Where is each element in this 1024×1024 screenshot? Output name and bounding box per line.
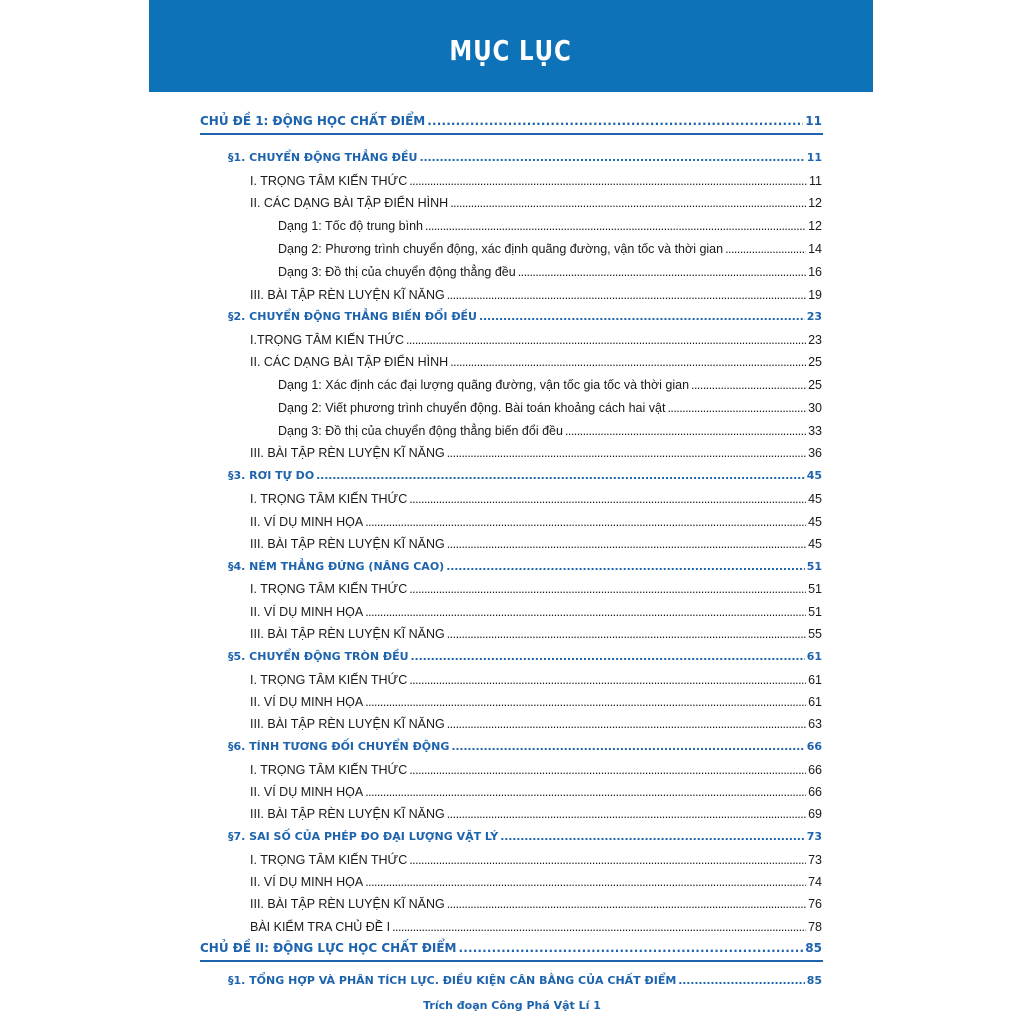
toc-page-number: 11 — [805, 114, 822, 128]
dot-leader — [365, 692, 806, 712]
toc-page-number: 61 — [808, 673, 822, 687]
toc-page-number: 78 — [808, 920, 822, 934]
toc-entry-label: §1. TỔNG HỢP VÀ PHÂN TÍCH LỰC. ĐIỀU KIỆN CÂN BẰNG CỦA CHẤT ĐIỂM — [228, 974, 677, 987]
toc-subsection-row[interactable] — [250, 917, 822, 937]
toc-entry-label: III. BÀI TẬP RÈN LUYỆN KĨ NĂNG — [250, 897, 445, 911]
toc-entry-label: II. VÍ DỤ MINH HỌA — [250, 515, 364, 529]
toc-subsection-row[interactable] — [250, 512, 822, 532]
toc-entry-label: §2. CHUYỂN ĐỘNG THẲNG BIẾN ĐỔI ĐỀU — [228, 310, 477, 323]
dot-leader — [409, 579, 806, 599]
toc-entry-label: II. VÍ DỤ MINH HỌA — [250, 875, 364, 889]
toc-page-number: 11 — [809, 174, 822, 188]
toc-section-row[interactable] — [228, 737, 822, 757]
dot-leader — [409, 171, 807, 191]
toc-entry-label: III. BÀI TẬP RÈN LUYỆN KĨ NĂNG — [250, 446, 445, 460]
toc-page-number: 19 — [808, 288, 822, 302]
toc-section-row[interactable] — [228, 557, 822, 577]
toc-entry-label: Dạng 3: Đồ thị của chuyển động thẳng biến đổi đều — [278, 424, 563, 438]
toc-subsection-row[interactable] — [250, 171, 822, 191]
toc-entry-label: II. CÁC DẠNG BÀI TẬP ĐIỂN HÌNH — [250, 355, 449, 369]
toc-subsection-row[interactable] — [250, 285, 822, 305]
dot-leader — [450, 193, 806, 213]
dot-leader — [691, 375, 806, 395]
toc-entry-label: III. BÀI TẬP RÈN LUYỆN KĨ NĂNG — [250, 717, 445, 731]
toc-entry-label: I. TRỌNG TÂM KIẾN THỨC — [250, 763, 408, 777]
dot-leader — [365, 602, 806, 622]
toc-section-row[interactable] — [228, 647, 822, 667]
dot-leader — [451, 737, 804, 757]
toc-entry-label: I. TRỌNG TÂM KIẾN THỨC — [250, 673, 408, 687]
toc-page-number: 69 — [808, 807, 822, 821]
toc-page-number: 11 — [806, 151, 822, 164]
toc-subsection-row[interactable] — [250, 850, 822, 870]
toc-subsection-row[interactable] — [250, 894, 822, 914]
dot-leader — [419, 148, 804, 168]
dot-leader — [450, 352, 806, 372]
toc-subitem-row[interactable] — [278, 375, 822, 395]
toc-page-number: 66 — [808, 785, 822, 799]
toc-section-row[interactable] — [228, 307, 822, 327]
dot-leader — [678, 971, 804, 991]
toc-subsection-row[interactable] — [250, 330, 822, 350]
toc-entry-label: §6. TÍNH TƯƠNG ĐỐI CHUYỂN ĐỘNG — [228, 740, 450, 753]
toc-subsection-row[interactable] — [250, 579, 822, 599]
dot-leader — [500, 827, 805, 847]
toc-entry-label: I. TRỌNG TÂM KIẾN THỨC — [250, 492, 408, 506]
dot-leader — [406, 330, 806, 350]
dot-leader — [447, 804, 806, 824]
dot-leader — [667, 398, 806, 418]
toc-entry-label: I.TRỌNG TÂM KIẾN THỨC — [250, 333, 404, 347]
toc-subsection-row[interactable] — [250, 489, 822, 509]
dot-leader — [565, 421, 806, 441]
toc-entry-label: II. CÁC DẠNG BÀI TẬP ĐIỂN HÌNH — [250, 196, 449, 210]
toc-entry-label: II. VÍ DỤ MINH HỌA — [250, 695, 364, 709]
toc-entry-label: CHỦ ĐỀ 1: ĐỘNG HỌC CHẤT ĐIỂM — [200, 114, 426, 128]
toc-page-number: 45 — [808, 492, 822, 506]
toc-entry-label: §1. CHUYỂN ĐỘNG THẲNG ĐỀU — [228, 151, 418, 164]
toc-subsection-row[interactable] — [250, 193, 822, 213]
dot-leader — [725, 239, 806, 259]
toc-entry-label: I. TRỌNG TÂM KIẾN THỨC — [250, 853, 408, 867]
dot-leader — [447, 285, 806, 305]
page-title: MỤC LỤC — [449, 33, 573, 67]
toc-page-number: 23 — [806, 310, 822, 323]
dot-leader — [447, 894, 806, 914]
toc-subsection-row[interactable] — [250, 714, 822, 734]
toc-entry-label: Dạng 2: Phương trình chuyển động, xác định quãng đường, vận tốc và thời gian — [278, 242, 724, 256]
dot-leader — [365, 782, 806, 802]
dot-leader — [409, 489, 806, 509]
toc-page-number: 16 — [808, 265, 822, 279]
dot-leader — [409, 850, 806, 870]
dot-leader — [447, 714, 806, 734]
toc-page-number: 36 — [808, 446, 822, 460]
toc-page-number: 45 — [806, 469, 822, 482]
toc-page-number: 14 — [808, 242, 822, 256]
dot-leader — [447, 624, 806, 644]
toc-entry-label: III. BÀI TẬP RÈN LUYỆN KĨ NĂNG — [250, 288, 445, 302]
dot-leader — [411, 647, 805, 667]
toc-subitem-row[interactable] — [278, 239, 822, 259]
footer-caption: Trích đoạn Công Phá Vật Lí 1 — [423, 999, 601, 1012]
toc-page-number: 12 — [808, 196, 822, 210]
toc-page-number: 51 — [806, 560, 822, 573]
toc-entry-label: II. VÍ DỤ MINH HỌA — [250, 605, 364, 619]
toc-page-number: 51 — [808, 582, 822, 596]
dot-leader — [447, 443, 806, 463]
toc-section-row[interactable] — [228, 466, 822, 486]
dot-leader — [365, 512, 806, 532]
toc-entry-label: III. BÀI TẬP RÈN LUYỆN KĨ NĂNG — [250, 807, 445, 821]
toc-subitem-row[interactable] — [278, 216, 822, 236]
toc-page-number: 51 — [808, 605, 822, 619]
chapter-underline — [200, 960, 823, 962]
dot-leader — [409, 670, 806, 690]
toc-page-number: 61 — [806, 650, 822, 663]
dot-leader — [427, 111, 803, 131]
toc-entry-label: Dạng 1: Tốc độ trung bình — [278, 219, 424, 233]
toc-entry-label: I. TRỌNG TÂM KIẾN THỨC — [250, 582, 408, 596]
toc-subitem-row[interactable] — [278, 398, 822, 418]
toc-page-number: 73 — [806, 830, 822, 843]
toc-page-number: 73 — [808, 853, 822, 867]
toc-section-row[interactable] — [228, 148, 822, 168]
toc-subsection-row[interactable] — [250, 782, 822, 802]
toc-page-number: 66 — [808, 763, 822, 777]
toc-page-number: 55 — [808, 627, 822, 641]
toc-page-number: 45 — [808, 515, 822, 529]
toc-entry-label: §3. RƠI TỰ DO — [228, 469, 315, 482]
toc-page-number: 25 — [808, 355, 822, 369]
dot-leader — [458, 938, 803, 958]
toc-page-number: 25 — [808, 378, 822, 392]
toc-page-number: 85 — [806, 974, 822, 987]
dot-leader — [446, 557, 804, 577]
toc-section-row[interactable] — [228, 971, 822, 991]
toc-page-number: 30 — [808, 401, 822, 415]
toc-subsection-row[interactable] — [250, 352, 822, 372]
toc-entry-label: Dạng 1: Xác định các đại lượng quãng đường, vận tốc gia tốc và thời gian — [278, 378, 690, 392]
toc-chapter-row[interactable] — [200, 938, 822, 958]
toc-entry-label: II. VÍ DỤ MINH HỌA — [250, 785, 364, 799]
dot-leader — [316, 466, 805, 486]
toc-subsection-row[interactable] — [250, 760, 822, 780]
dot-leader — [425, 216, 806, 236]
toc-entry-label: Dạng 2: Viết phương trình chuyển động. Bài toán khoảng cách hai vật — [278, 401, 666, 415]
toc-page-number: 45 — [808, 537, 822, 551]
toc-subsection-row[interactable] — [250, 443, 822, 463]
toc-page-number: 76 — [808, 897, 822, 911]
toc-page-number: 23 — [808, 333, 822, 347]
chapter-underline — [200, 133, 823, 135]
toc-subsection-row[interactable] — [250, 624, 822, 644]
toc-page-number: 66 — [806, 740, 822, 753]
toc-subsection-row[interactable] — [250, 872, 822, 892]
toc-chapter-row[interactable] — [200, 111, 822, 131]
toc-entry-label: III. BÀI TẬP RÈN LUYỆN KĨ NĂNG — [250, 537, 445, 551]
toc-page-number: 33 — [808, 424, 822, 438]
toc-subsection-row[interactable] — [250, 692, 822, 712]
dot-leader — [447, 534, 806, 554]
toc-page-number: 61 — [808, 695, 822, 709]
toc-entry-label: §7. SAI SỐ CỦA PHÉP ĐO ĐẠI LƯỢNG VẬT LÝ — [228, 830, 499, 843]
toc-entry-label: Dạng 3: Đồ thị của chuyển động thẳng đều — [278, 265, 516, 279]
toc-section-row[interactable] — [228, 827, 822, 847]
dot-leader — [518, 262, 806, 282]
toc-entry-label: CHỦ ĐỀ II: ĐỘNG LỰC HỌC CHẤT ĐIỂM — [200, 941, 457, 955]
toc-entry-label: BÀI KIỂM TRA CHỦ ĐỀ I — [250, 920, 391, 934]
toc-page-number: 12 — [808, 219, 822, 233]
toc-subsection-row[interactable] — [250, 670, 822, 690]
toc-entry-label: §4. NÉM THẲNG ĐỨNG (NÂNG CAO) — [228, 560, 445, 573]
toc-entry-label: I. TRỌNG TÂM KIẾN THỨC — [250, 174, 408, 188]
dot-leader — [479, 307, 805, 327]
toc-subitem-row[interactable] — [278, 262, 822, 282]
toc-subsection-row[interactable] — [250, 804, 822, 824]
toc-page-number: 63 — [808, 717, 822, 731]
toc-page-number: 74 — [808, 875, 822, 889]
toc-entry-label: III. BÀI TẬP RÈN LUYỆN KĨ NĂNG — [250, 627, 445, 641]
toc-subitem-row[interactable] — [278, 421, 822, 441]
toc-subsection-row[interactable] — [250, 602, 822, 622]
dot-leader — [392, 917, 806, 937]
toc-entry-label: §5. CHUYỂN ĐỘNG TRÒN ĐỀU — [228, 650, 409, 663]
dot-leader — [365, 872, 806, 892]
dot-leader — [409, 760, 806, 780]
toc-page-number: 85 — [805, 941, 822, 955]
toc-subsection-row[interactable] — [250, 534, 822, 554]
